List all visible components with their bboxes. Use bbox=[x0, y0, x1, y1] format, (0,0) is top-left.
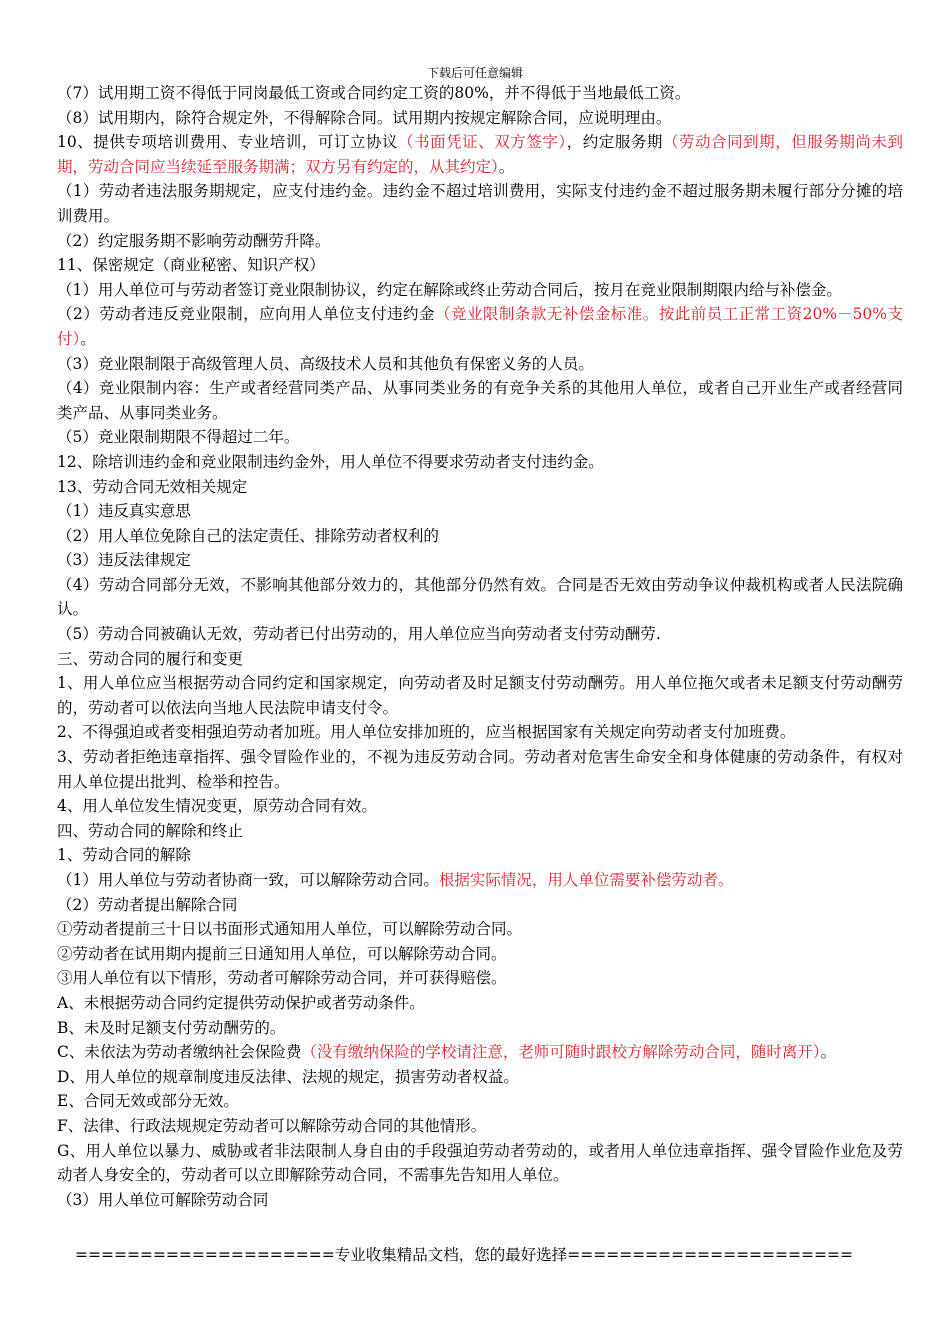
paragraph bbox=[57, 179, 903, 228]
document-body bbox=[57, 81, 903, 1212]
text-segment: （2）劳动者违反竞业限制，应向用人单位支付违约金 bbox=[57, 305, 435, 324]
paragraph bbox=[57, 302, 903, 351]
paragraph bbox=[57, 475, 903, 500]
text-segment: 3、劳动者拒绝违章指挥、强令冒险作业的，不视为违反劳动合同。劳动者对危害生命安全和身体健康的劳动条件，有权对用人单位提出批判、检举和控告。 bbox=[57, 748, 903, 791]
text-segment: 三、劳动合同的履行和变更 bbox=[57, 649, 244, 668]
paragraph bbox=[57, 671, 903, 720]
text-segment: ①劳动者提前三十日以书面形式通知用人单位，可以解除劳动合同。 bbox=[57, 920, 523, 939]
paragraph bbox=[57, 253, 903, 278]
text-segment: （5）竞业限制期限不得超过二年。 bbox=[57, 428, 300, 447]
text-segment: E、合同无效或部分无效。 bbox=[57, 1092, 239, 1111]
text-segment: G、用人单位以暴力、威胁或者非法限制人身自由的手段强迫劳动者劳动的，或者用人单位违章指挥、强令冒险作业危及劳动者人身安全的，劳动者可以立即解除劳动合同，不需事先告知用人单位。 bbox=[57, 1141, 903, 1185]
paragraph bbox=[57, 819, 903, 844]
text-segment: ②劳动者在试用期内提前三日通知用人单位，可以解除劳动合同。 bbox=[57, 944, 507, 963]
paragraph bbox=[57, 794, 903, 819]
paragraph bbox=[57, 893, 903, 918]
highlighted-note: （竞业限制条款无补偿金标准。按此前员工正常工资20%－50%支付） bbox=[57, 305, 903, 348]
text-segment: 13、劳动合同无效相关规定 bbox=[57, 477, 248, 496]
paragraph bbox=[57, 81, 903, 106]
text-segment: （5）劳动合同被确认无效，劳动者已付出劳动的，用人单位应当向劳动者支付劳动酬劳. bbox=[57, 625, 661, 644]
paragraph bbox=[57, 1139, 903, 1188]
page-header: 下载后可任意编辑 bbox=[426, 66, 523, 80]
text-segment: （3）用人单位可解除劳动合同 bbox=[57, 1190, 269, 1209]
paragraph bbox=[57, 450, 903, 475]
text-segment: （8）试用期内，除符合规定外，不得解除合同。试用期内按规定解除合同，应说明理由。 bbox=[57, 108, 672, 127]
paragraph bbox=[57, 1040, 903, 1065]
text-segment: （1）用人单位可与劳动者签订竞业限制协议，约定在解除或终止劳动合同后，按月在竞业限制期限内给与补偿金。 bbox=[57, 280, 842, 299]
paragraph bbox=[57, 991, 903, 1016]
text-segment: 11、保密规定（商业秘密、知识产权） bbox=[57, 256, 325, 275]
text-segment: 1、用人单位应当根据劳动合同约定和国家规定，向劳动者及时足额支付劳动酬劳。用人单位拖欠或者未足额支付劳动酬劳的，劳动者可以依法向当地人民法院申请支付令。 bbox=[57, 674, 903, 717]
paragraph bbox=[57, 647, 903, 672]
text-segment: （7）试用期工资不得低于同岗最低工资或合同约定工资的80%，并不得低于当地最低工资。 bbox=[57, 84, 691, 102]
paragraph bbox=[57, 376, 903, 425]
highlighted-note: （没有缴纳保险的学校请注意，老师可随时跟校方解除劳动合同，随时离开） bbox=[301, 1043, 821, 1062]
text-segment: D、用人单位的规章制度违反法律、法规的规定，损害劳动者权益。 bbox=[57, 1067, 519, 1086]
text-segment: 2、不得强迫或者变相强迫劳动者加班。用人单位安排加班的，应当根据国家有关规定向劳动者支付加班费。 bbox=[57, 723, 796, 742]
text-segment: （3）违反法律规定 bbox=[57, 551, 191, 570]
text-segment: 。 bbox=[80, 329, 96, 348]
paragraph bbox=[57, 499, 903, 524]
text-segment: （4）竞业限制内容：生产或者经营同类产品、从事同类业务的有竞争关系的其他用人单位，或者自己开业生产或者经营同类产品、从事同类业务。 bbox=[57, 379, 903, 422]
text-segment: A、未根据劳动合同约定提供劳动保护或者劳动条件。 bbox=[57, 993, 425, 1012]
text-segment: F、法律、行政法规规定劳动者可以解除劳动合同的其他情形。 bbox=[57, 1116, 487, 1135]
paragraph bbox=[57, 1065, 903, 1090]
paragraph bbox=[57, 278, 903, 303]
text-segment: C、未依法为劳动者缴纳社会保险费 bbox=[57, 1043, 302, 1062]
paragraph bbox=[57, 106, 903, 131]
text-segment: ③用人单位有以下情形，劳动者可解除劳动合同，并可获得赔偿。 bbox=[57, 969, 507, 988]
text-segment: 四、劳动合同的解除和终止 bbox=[57, 821, 244, 840]
text-segment: （1）劳动者违法服务期规定，应支付违约金。违约金不超过培训费用，实际支付违约金不超过服务期未履行部分分摊的培训费用。 bbox=[57, 182, 903, 225]
paragraph bbox=[57, 425, 903, 450]
paragraph bbox=[57, 130, 903, 179]
text-segment: 10、提供专项培训费用、专业培训，可订立协议 bbox=[57, 133, 399, 152]
page-footer: ====================专业收集精品文档，您的最好选择====================== bbox=[75, 1246, 853, 1264]
paragraph bbox=[57, 843, 903, 868]
paragraph bbox=[57, 966, 903, 991]
paragraph bbox=[57, 720, 903, 745]
text-segment: （1）违反真实意思 bbox=[57, 502, 191, 521]
paragraph bbox=[57, 1016, 903, 1041]
text-segment: 。 bbox=[498, 157, 515, 176]
text-segment: （2）用人单位免除自己的法定责任、排除劳动者权利的 bbox=[57, 526, 439, 545]
text-segment: （2）约定服务期不影响劳动酬劳升降。 bbox=[57, 231, 331, 250]
text-segment: 1、劳动合同的解除 bbox=[57, 846, 191, 865]
paragraph bbox=[57, 229, 903, 254]
paragraph bbox=[57, 524, 903, 549]
highlighted-note: （书面凭证、双方签字） bbox=[398, 133, 567, 152]
text-segment: 。 bbox=[820, 1043, 837, 1062]
paragraph bbox=[57, 622, 903, 647]
highlighted-note: 根据实际情况，用人单位需要补偿劳动者。 bbox=[438, 871, 734, 889]
paragraph bbox=[57, 745, 903, 794]
text-segment: 4、用人单位发生情况变更，原劳动合同有效。 bbox=[57, 797, 377, 816]
paragraph bbox=[57, 868, 903, 893]
text-segment: 12、除培训违约金和竞业限制违约金外，用人单位不得要求劳动者支付违约金。 bbox=[57, 452, 604, 471]
paragraph bbox=[57, 1188, 903, 1213]
paragraph bbox=[57, 548, 903, 573]
paragraph bbox=[57, 1089, 903, 1114]
paragraph bbox=[57, 942, 903, 967]
paragraph bbox=[57, 917, 903, 942]
highlighted-note: （劳动合同到期，但服务期尚未到期，劳动合同应当续延至服务期满；双方另有约定的，从其约定） bbox=[57, 133, 903, 176]
text-segment: ，约定服务期 bbox=[566, 133, 663, 152]
text-segment: （2）劳动者提出解除合同 bbox=[57, 895, 238, 914]
text-segment: （1）用人单位与劳动者协商一致，可以解除劳动合同。 bbox=[57, 871, 439, 889]
text-segment: （3）竞业限制限于高级管理人员、高级技术人员和其他负有保密义务的人员。 bbox=[57, 354, 594, 373]
paragraph bbox=[57, 1114, 903, 1139]
text-segment: B、未及时足额支付劳动酬劳的。 bbox=[57, 1018, 286, 1037]
paragraph bbox=[57, 352, 903, 377]
paragraph bbox=[57, 573, 903, 622]
text-segment: （4）劳动合同部分无效，不影响其他部分效力的，其他部分仍然有效。合同是否无效由劳动争议仲裁机构或者人民法院确认。 bbox=[57, 575, 903, 619]
